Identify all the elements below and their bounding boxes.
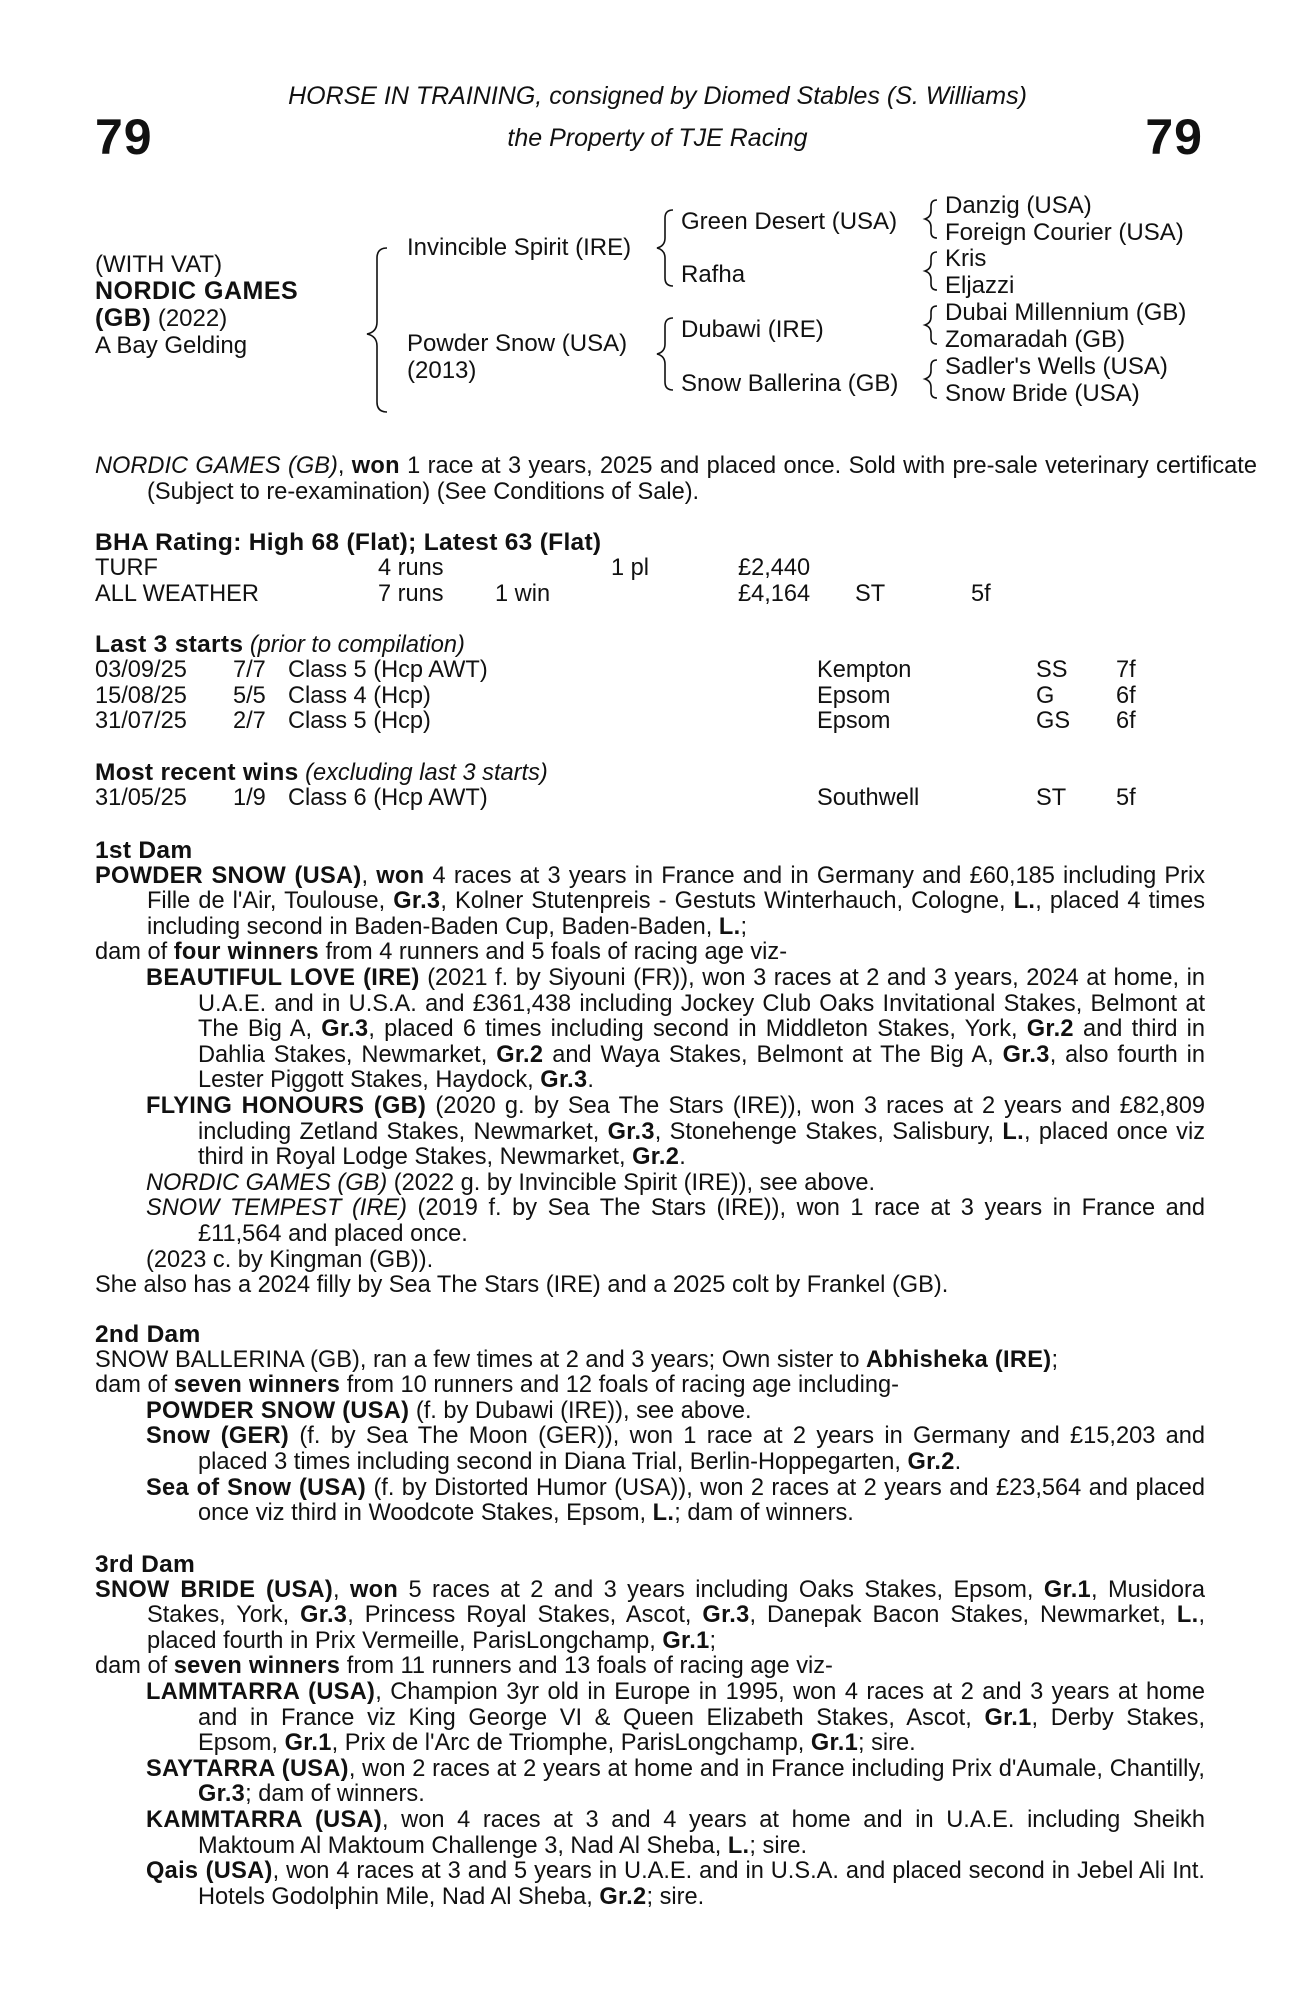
summary-horse-name: NORDIC GAMES (GB) [95, 453, 338, 479]
start-row: 15/08/25 5/5 Class 4 (Hcp) Epsom G 6f [95, 682, 1136, 709]
dam2-heading: 2nd Dam [95, 1321, 201, 1348]
produce-item: LAMMTARRA (USA), Champion 3yr old in Europe in 1995, won 4 races at 2 and 3 years at home and in France viz King George VI & Queen Elizabeth Stakes, Ascot, Gr.1, Derby Stakes, Epsom, Gr.1, Prix de l'Arc de Triomphe, ParisLongchamp, Gr.1; sire. [146, 1678, 1205, 1757]
dam2-record: SNOW BALLERINA (GB), ran a few times at 2 and 3 years; Own sister to Abhisheka (IRE); [95, 1346, 1058, 1373]
dam1-produce-summary: dam of four winners from 4 runners and 5 foals of racing age viz- [95, 939, 788, 966]
dam-dam: Snow Ballerina (GB) [681, 370, 899, 397]
rating-row: ALL WEATHER 7 runs 1 win £4,164 ST 5f [95, 580, 991, 607]
bha-rating: BHA Rating: High 68 (Flat); Latest 63 (Flat) [95, 529, 602, 556]
dam3-produce-summary: dam of seven winners from 11 runners and 13 foals of racing age viz- [95, 1653, 833, 1680]
dam1-record: POWDER SNOW (USA), won 4 races at 3 years in France and in Germany and £60,185 including Prix Fille de l'Air, Toulouse, Gr.3, Kolner Stutenpreis - Gestuts Winterhauch, Cologne, L., placed 4 times including second in Baden-Baden Cup, Baden-Baden, L.; [95, 862, 1205, 940]
dam2-section [95, 1322, 1205, 1527]
produce-item: SAYTARRA (USA), won 2 races at 2 years at home and in France including Prix d'Aumale, Chantilly, Gr.3; dam of winners. [146, 1755, 1205, 1808]
win-row: 31/05/25 1/9 Class 6 (Hcp AWT) Southwell ST 5f [95, 785, 1136, 811]
lot-number-right: 79 [1145, 109, 1203, 165]
dam2-produce-summary: dam of seven winners from 10 runners and 12 foals of racing age including- [95, 1372, 899, 1399]
dam1-also: She also has a 2024 filly by Sea The Stars (IRE) and a 2025 colt by Frankel (GB). [95, 1272, 949, 1299]
ggd-1: Foreign Courier (USA) [945, 219, 1184, 246]
produce-item: Qais (USA), won 4 races at 3 and 5 years in U.A.E. and in U.S.A. and placed second in Jebel Ali Int. Hotels Godolphin Mile, Nad Al Sheba, Gr.2; sire. [146, 1858, 1205, 1910]
produce-item: FLYING HONOURS (GB) (2020 g. by Sea The Stars (IRE)), won 3 races at 2 years and £82,809 including Zetland Stakes, Newmarket, Gr.3, Stonehenge Stakes, Salisbury, L., placed once viz third in Royal Lodge Stakes, Newmarket, Gr.2. [146, 1092, 1205, 1171]
sire: Invincible Spirit (IRE) [407, 234, 632, 261]
ggd-2: Eljazzi [945, 272, 1015, 299]
produce-item: POWDER SNOW (USA) (f. by Dubawi (IRE)), see above. [146, 1397, 752, 1424]
sire-sire: Green Desert (USA) [681, 208, 898, 235]
ggd-4: Snow Bride (USA) [945, 380, 1140, 407]
produce-item: KAMMTARRA (USA), won 4 races at 3 and 4 years at home and in U.A.E. including Sheikh Maktoum Al Maktoum Challenge 3, Nad Al Sheba, L.; sire. [146, 1806, 1205, 1859]
dam1-heading: 1st Dam [95, 837, 193, 864]
consignor-line: HORSE IN TRAINING, consigned by Diomed Stables (S. Williams) [288, 82, 1027, 110]
dam-sire: Dubawi (IRE) [681, 316, 824, 343]
produce-item: BEAUTIFUL LOVE (IRE) (2021 f. by Siyouni (FR)), won 3 races at 2 and 3 years, 2024 at home, in U.A.E. and in U.S.A. and £361,438 including Jockey Club Oaks Invitational Stakes, Belmont at The Big A, Gr.3, placed 6 times including second in Middleton Stakes, York, Gr.2 and third in Dahlia Stakes, Newmarket, Gr.2 and Waya Stakes, Belmont at The Big A, Gr.3, also fourth in Lester Piggott Stakes, Haydock, Gr.3. [146, 964, 1206, 1094]
start-row: 03/09/25 7/7 Class 5 (Hcp AWT) Kempton SS 7f [95, 657, 1136, 683]
rating-table [95, 556, 1205, 607]
horse-origin-year [95, 305, 227, 332]
produce-item: Sea of Snow (USA) (f. by Distorted Humor (USA)), won 2 races at 2 years and £23,564 and placed once viz third in Woodcote Stakes, Epsom, L.; dam of winners. [146, 1474, 1205, 1527]
sire-dam: Rafha [681, 261, 746, 288]
horse-origin: (GB) [95, 304, 152, 332]
dam: Powder Snow (USA) [407, 330, 628, 357]
ggd-3: Zomaradah (GB) [945, 326, 1126, 353]
produce-item: Snow (GER) (f. by Sea The Moon (GER)), won 1 race at 2 years in Germany and £15,203 and placed 3 times including second in Diana Trial, Berlin-Hoppegarten, Gr.2. [146, 1423, 1206, 1475]
ggs-1: Danzig (USA) [945, 192, 1092, 219]
dam-year: (2013) [407, 357, 477, 384]
dam1-section [95, 838, 1205, 1299]
produce-item: SNOW TEMPEST (IRE) (2019 f. by Sea The Stars (IRE)), won 1 race at 3 years in France and £11,564 and placed once. [146, 1195, 1205, 1247]
horse-description: A Bay Gelding [95, 332, 248, 359]
start-row: 31/07/25 2/7 Class 5 (Hcp) Epsom GS 6f [95, 708, 1136, 735]
ggs-2: Kris [945, 245, 987, 272]
last-starts-heading: Last 3 starts (prior to compilation) [95, 631, 465, 658]
horse-year: (2022) [157, 305, 228, 332]
dam3-record: SNOW BRIDE (USA), won 5 races at 2 and 3 years including Oaks Stakes, Epsom, Gr.1, Musidora Stakes, York, Gr.3, Princess Royal Stakes, Ascot, Gr.3, Danepak Bacon Stakes, Newmarket, L., placed fourth in Prix Vermeille, ParisLongchamp, Gr.1; [95, 1576, 1206, 1654]
dam3-heading: 3rd Dam [95, 1551, 196, 1578]
recent-wins-heading: Most recent wins (excluding last 3 starts) [95, 759, 548, 786]
horse-summary: NORDIC GAMES (GB), won 1 race at 3 years, 2025 and placed once. Sold with pre-sale veterinary certificate (Subject to re-examination) (See Conditions of Sale). [95, 453, 1257, 505]
produce-item: NORDIC GAMES (GB) (2022 g. by Invincible Spirit (IRE)), see above. [146, 1169, 876, 1196]
lot-number-left: 79 [95, 109, 153, 165]
pedigree-table [95, 186, 1225, 416]
rating-row: TURF 4 runs 1 pl £2,440 [95, 555, 811, 581]
dam3-section [95, 1552, 1205, 1910]
horse-name: NORDIC GAMES [95, 277, 299, 305]
owner-line: the Property of TJE Racing [507, 124, 808, 152]
last-starts-table [95, 658, 1205, 735]
ggs-4: Sadler's Wells (USA) [945, 353, 1168, 380]
ggs-3: Dubai Millennium (GB) [945, 299, 1187, 326]
produce-item: (2023 c. by Kingman (GB)). [146, 1246, 434, 1273]
recent-wins-table [95, 786, 1205, 812]
vat-note: (WITH VAT) [95, 251, 223, 278]
